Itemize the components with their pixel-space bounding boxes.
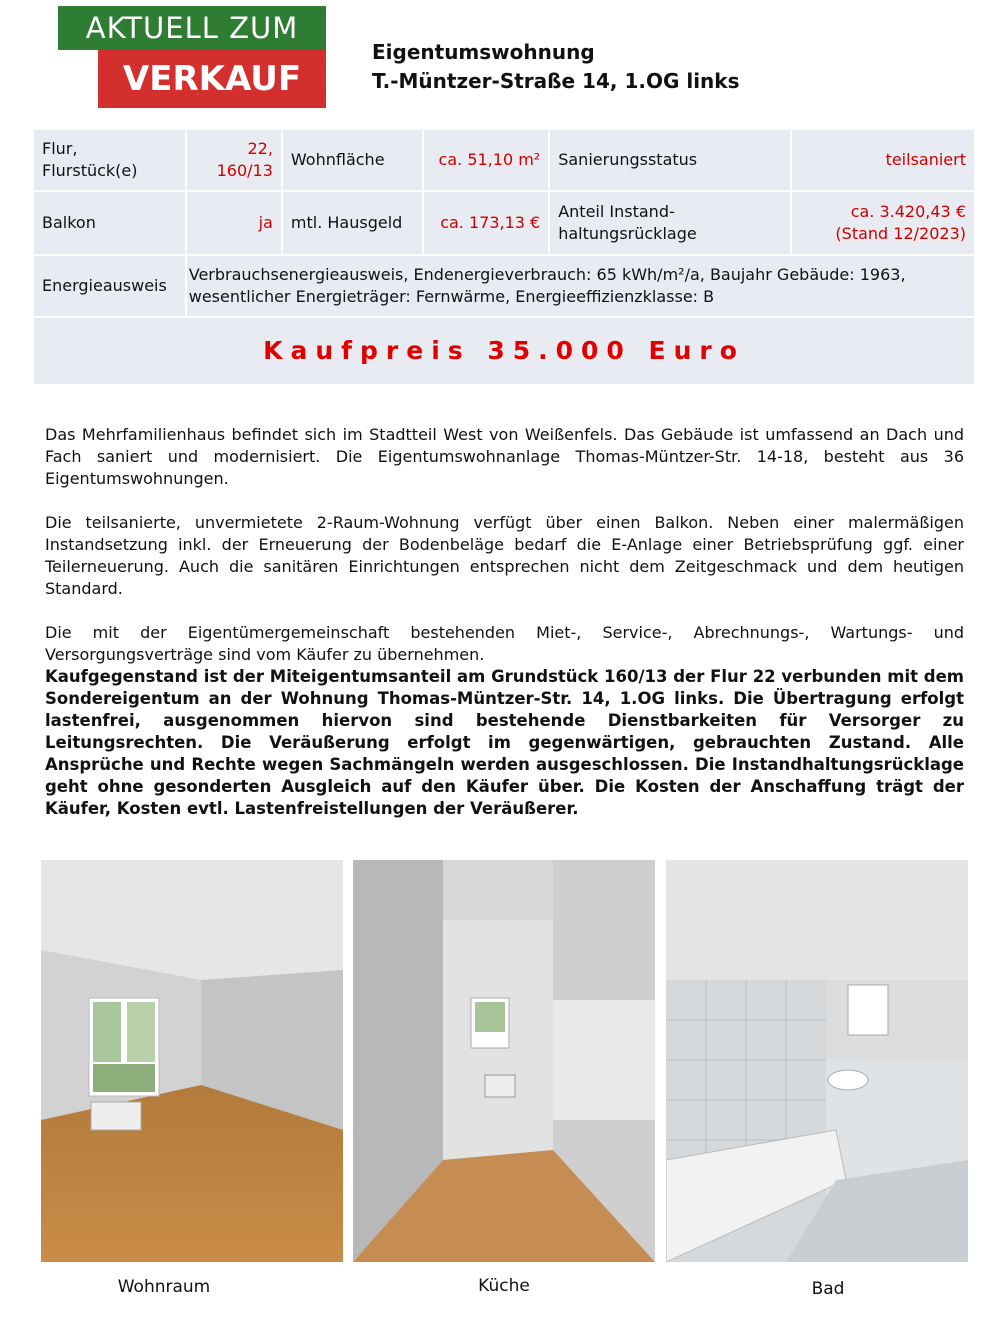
- wohnflaeche-value: ca. 51,10 m²: [424, 130, 548, 190]
- wohnflaeche-label: Wohnfläche: [283, 130, 422, 190]
- property-info-table: [32, 128, 976, 386]
- energieausweis-value: Verbrauchsenergieausweis, Endenergieverbrauch: 65 kWh/m²/a, Baujahr Gebäude: 1963, wesentlicher Energieträger: Fernwärme, Energieeffizienzklasse: B: [187, 256, 974, 316]
- listing-title: [372, 38, 740, 96]
- balkon-label: Balkon: [34, 192, 185, 254]
- purchase-price: Kaufpreis 35.000 Euro: [34, 318, 974, 384]
- sanierung-value: teilsaniert: [792, 130, 974, 190]
- flur-value: 22, 160/13: [187, 130, 281, 190]
- title-line-1: Eigentumswohnung: [372, 40, 595, 64]
- ruecklage-value: ca. 3.420,43 € (Stand 12/2023): [792, 192, 974, 254]
- paragraph-apartment: Die teilsanierte, unvermietete 2-Raum-Wohnung verfügt über einen Balkon. Neben einer malermäßigen Instandsetzung inkl. der Erneuerung der Bodenbeläge bedarf die E-Anlage einer Betriebsprüfung ggf. einer Teilerneuerung. Auch die sanitären Einrichtungen entsprechen nicht dem Zeitgeschmack und dem heutigen Standard.: [45, 513, 964, 598]
- sanierung-label: Sanierungsstatus: [550, 130, 790, 190]
- paragraph-legal: Kaufgegenstand ist der Miteigentumsanteil am Grundstück 160/13 der Flur 22 verbunden mit dem Sondereigentum an der Wohnung Thomas-Müntzer-Str. 14, 1.OG links. Die Übertragung erfolgt lastenfrei, ausgenommen hiervon sind bestehende Dienstbarkeiten für Versorger zu Leitungsrechten. Die Veräußerung erfolgt im gegenwärtigen, gebrauchten Zustand. Alle Ansprüche und Rechte wegen Sachmängeln werden ausgeschlossen. Die Instandhaltungsrücklage geht ohne gesonderten Ausgleich auf den Käufer über. Die Kosten der Anschaffung trägt der Käufer, Kosten evtl. Lastenfreistellungen der Veräußerer.: [45, 667, 964, 818]
- table-row: [34, 256, 974, 316]
- hausgeld-value: ca. 173,13 €: [424, 192, 548, 254]
- sale-banner: [58, 6, 326, 108]
- hausgeld-label: mtl. Hausgeld: [283, 192, 422, 254]
- table-row: [34, 130, 974, 190]
- caption-bad: Bad: [811, 1279, 845, 1299]
- photo-wohnraum: [41, 860, 343, 1262]
- title-line-2: T.-Müntzer-Straße 14, 1.OG links: [372, 69, 740, 93]
- paragraph-location: Das Mehrfamilienhaus befindet sich im Stadtteil West von Weißenfels. Das Gebäude ist umfassend an Dach und Fach saniert und modernisiert. Die Eigentumswohnanlage Thomas-Müntzer-Str. 14-18, besteht aus 36 Eigentumswohnungen.: [45, 425, 964, 488]
- ruecklage-label: Anteil Instand- haltungsrücklage: [550, 192, 790, 254]
- caption-kueche: Küche: [478, 1276, 530, 1296]
- banner-bottom-text: VERKAUF: [98, 50, 326, 108]
- paragraph-contracts: Die mit der Eigentümergemeinschaft bestehenden Miet-, Service-, Abrechnungs-, Wartungs- und Versorgungsverträge sind vom Käufer zu übernehmen.: [45, 623, 964, 664]
- description: [45, 424, 964, 820]
- table-row: [34, 318, 974, 384]
- balkon-value: ja: [187, 192, 281, 254]
- energieausweis-label: Energieausweis: [34, 256, 185, 316]
- flur-label: Flur, Flurstück(e): [34, 130, 185, 190]
- banner-top-text: AKTUELL ZUM: [58, 6, 326, 50]
- photo-kueche: [353, 860, 655, 1262]
- table-row: [34, 192, 974, 254]
- photo-bad: [666, 860, 968, 1262]
- caption-wohnraum: Wohnraum: [117, 1277, 211, 1297]
